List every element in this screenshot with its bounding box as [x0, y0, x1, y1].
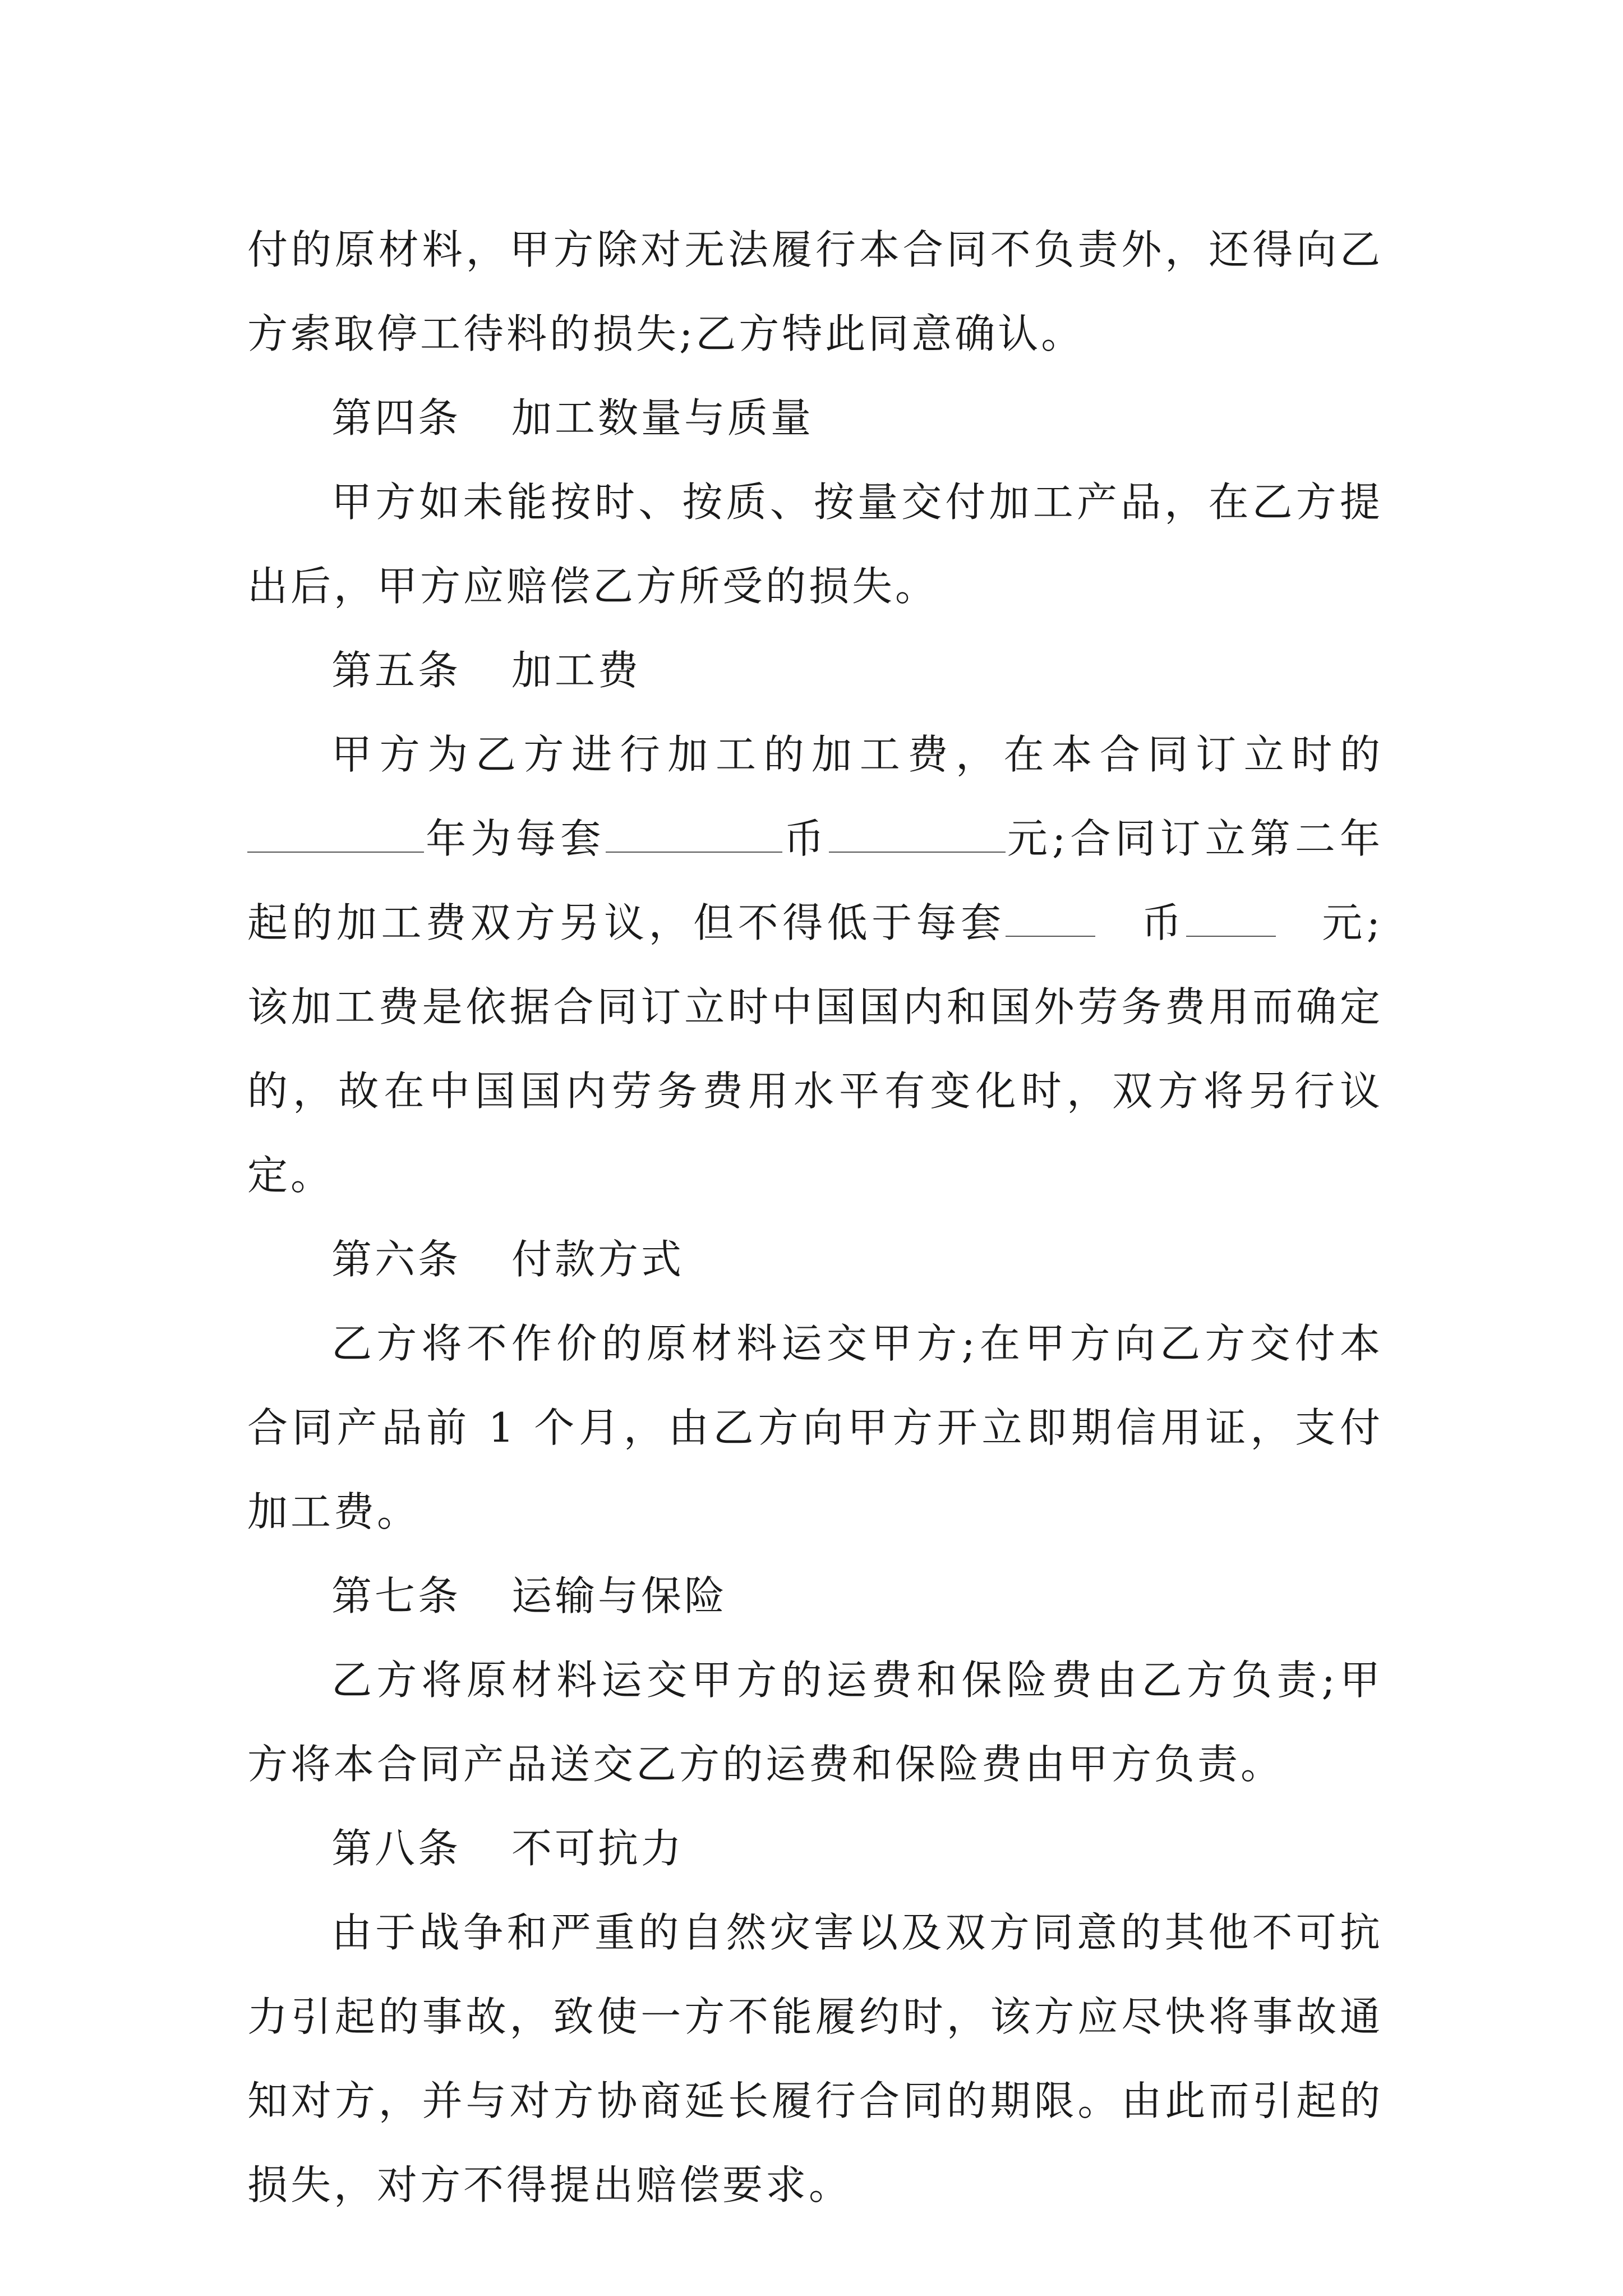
article-5-body	[247, 712, 1383, 1217]
article-4-body: 甲方如未能按时、按质、按量交付加工产品，在乙方提出后，甲方应赔偿乙方所受的损失。	[247, 478, 1383, 610]
article-5-text-1: 甲方为乙方进行加工的加工费，在本合同订立时的	[331, 731, 1383, 778]
article-7-heading	[247, 1554, 1383, 1638]
article-5-heading	[247, 628, 1383, 712]
article-4-number: 第四条	[331, 394, 462, 441]
article-5-number: 第五条	[331, 647, 462, 694]
article-7-title: 运输与保险	[511, 1572, 728, 1619]
blank-year	[247, 816, 424, 853]
blank-currency-1	[606, 816, 782, 853]
article-7-body: 乙方将原材料运交甲方的运费和保险费由乙方负责;甲方将本合同产品送交乙方的运费和保险费由甲方负责。	[247, 1657, 1383, 1788]
article-6-heading	[247, 1217, 1383, 1301]
article-8-number: 第八条	[331, 1825, 462, 1872]
article-6-title: 付款方式	[511, 1236, 685, 1283]
article-8-heading	[247, 1806, 1383, 1890]
paragraph-intro: 付的原材料，甲方除对无法履行本合同不负责外，还得向乙方索取停工待料的损失;乙方特此同意确认。	[247, 226, 1383, 357]
blank-amount-2	[1186, 900, 1276, 937]
article-5-text-3: 币	[782, 815, 829, 862]
article-5-title: 加工费	[511, 647, 642, 694]
article-6-body: 乙方将不作价的原材料运交甲方;在甲方向乙方交付本合同产品前 1 个月，由乙方向甲方开立即期信用证，支付加工费。	[247, 1320, 1383, 1535]
article-6-number: 第六条	[331, 1236, 462, 1283]
article-5-text-5: 币	[1140, 899, 1186, 946]
article-4-heading	[247, 376, 1383, 460]
blank-amount-1	[829, 816, 1006, 853]
article-8-body: 由于战争和严重的自然灾害以及双方同意的其他不可抗力引起的事故，致使一方不能履约时，该方应尽快将事故通知对方，并与对方协商延长履行合同的期限。由此而引起的损失，对方不得提出赔偿要求。	[247, 1909, 1383, 2208]
article-4-title: 加工数量与质量	[511, 394, 814, 441]
article-7-number: 第七条	[331, 1572, 462, 1619]
article-5-text-2: 年为每套	[424, 815, 606, 862]
document-body	[247, 208, 1383, 2227]
blank-currency-2	[1006, 900, 1095, 937]
article-5-text-6: 元;该加工费是依据合同订立时中国国内和国外劳务费用而确定的，故在中国国内劳务费用水平有变化时，双方将另行议定。	[247, 899, 1383, 1199]
article-5-text-4: 元;合同订立第二年起的加工费双方另议，但不得低于每套	[247, 815, 1383, 946]
article-8-title: 不可抗力	[511, 1825, 685, 1872]
